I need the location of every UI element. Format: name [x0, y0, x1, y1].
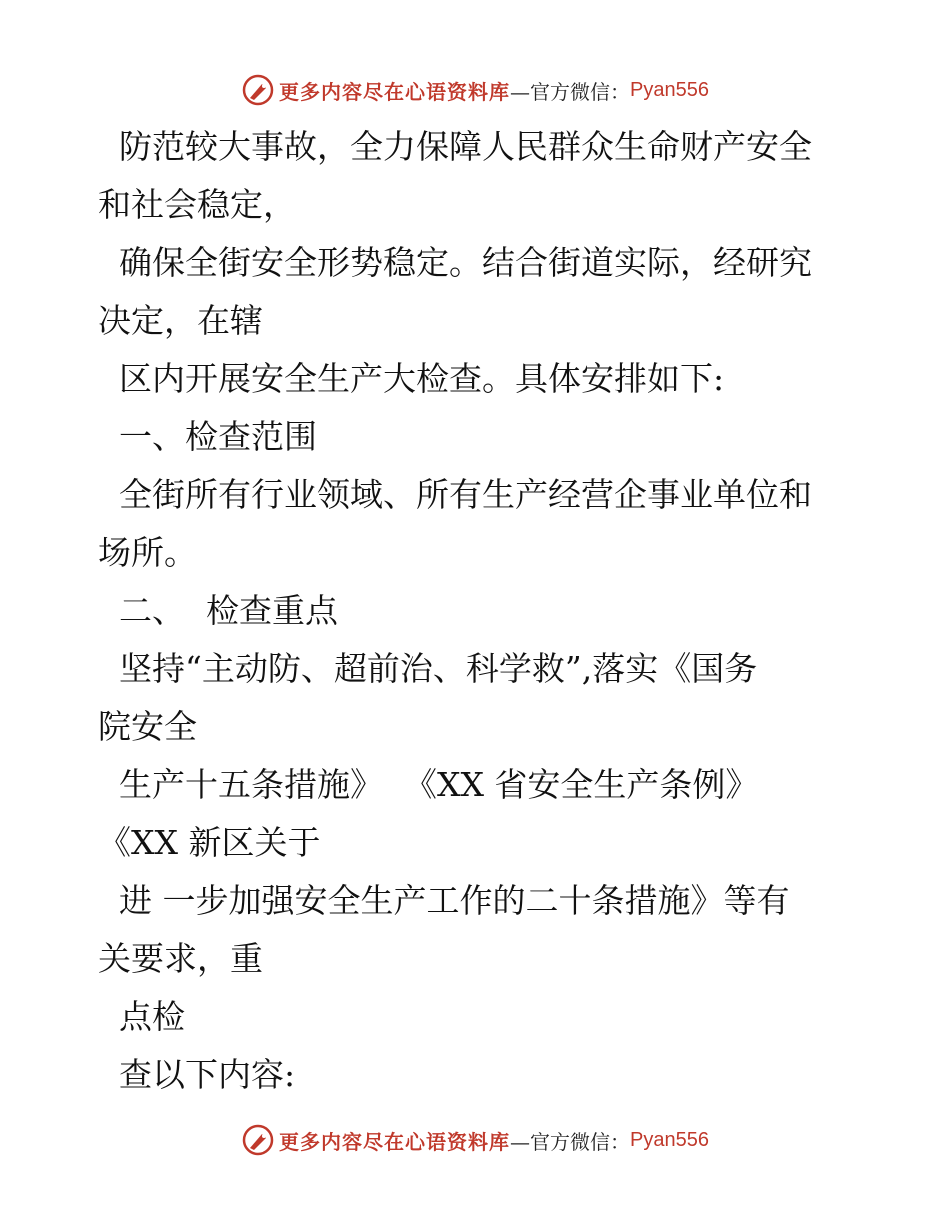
text-line: 关要求，重	[98, 939, 263, 978]
header-official: —官方微信：	[510, 79, 631, 104]
text-line: 和社会稳定，	[98, 185, 296, 224]
pen-nib-logo-icon	[241, 73, 275, 107]
pen-nib-logo-icon	[241, 1123, 275, 1157]
text-line: 区内开展安全生产大检查。具体安排如下:	[98, 359, 725, 398]
footer-banner	[0, 1120, 950, 1160]
text-line: 防范较大事故，全力保障人民群众生命财产安全	[98, 127, 812, 166]
section-heading-scope: 一、检查范围	[98, 417, 317, 456]
header-brand: 更多内容尽在心语资料库	[279, 79, 511, 104]
footer-wechat-id: Pyan556	[630, 1128, 709, 1151]
header-wechat-id: Pyan556	[630, 78, 709, 101]
footer-brand: 更多内容尽在心语资料库	[279, 1129, 511, 1154]
footer-official: —官方微信：	[510, 1129, 631, 1154]
text-line: 坚持“主动防、超前治、科学救”,落实《国务	[98, 649, 758, 688]
text-line: 院安全	[98, 707, 197, 746]
text-line: 生产十五条措施》 《XX 省安全生产条例》	[98, 765, 759, 804]
text-line: 点检	[98, 997, 185, 1036]
text-line: 进 一步加强安全生产工作的二十条措施》等有	[98, 881, 790, 920]
header-banner	[0, 70, 950, 110]
text-line: 《XX 新区关于	[98, 823, 321, 862]
text-line: 场所。	[98, 533, 197, 572]
text-line: 查以下内容:	[98, 1055, 296, 1094]
text-line: 全街所有行业领域、所有生产经营企事业单位和	[98, 475, 812, 514]
document-body	[98, 118, 858, 1104]
text-line: 确保全街安全形势稳定。结合街道实际，经研究	[98, 243, 812, 282]
section-heading-focus: 二、 检查重点	[98, 591, 338, 630]
text-line: 决定，在辖	[98, 301, 263, 340]
